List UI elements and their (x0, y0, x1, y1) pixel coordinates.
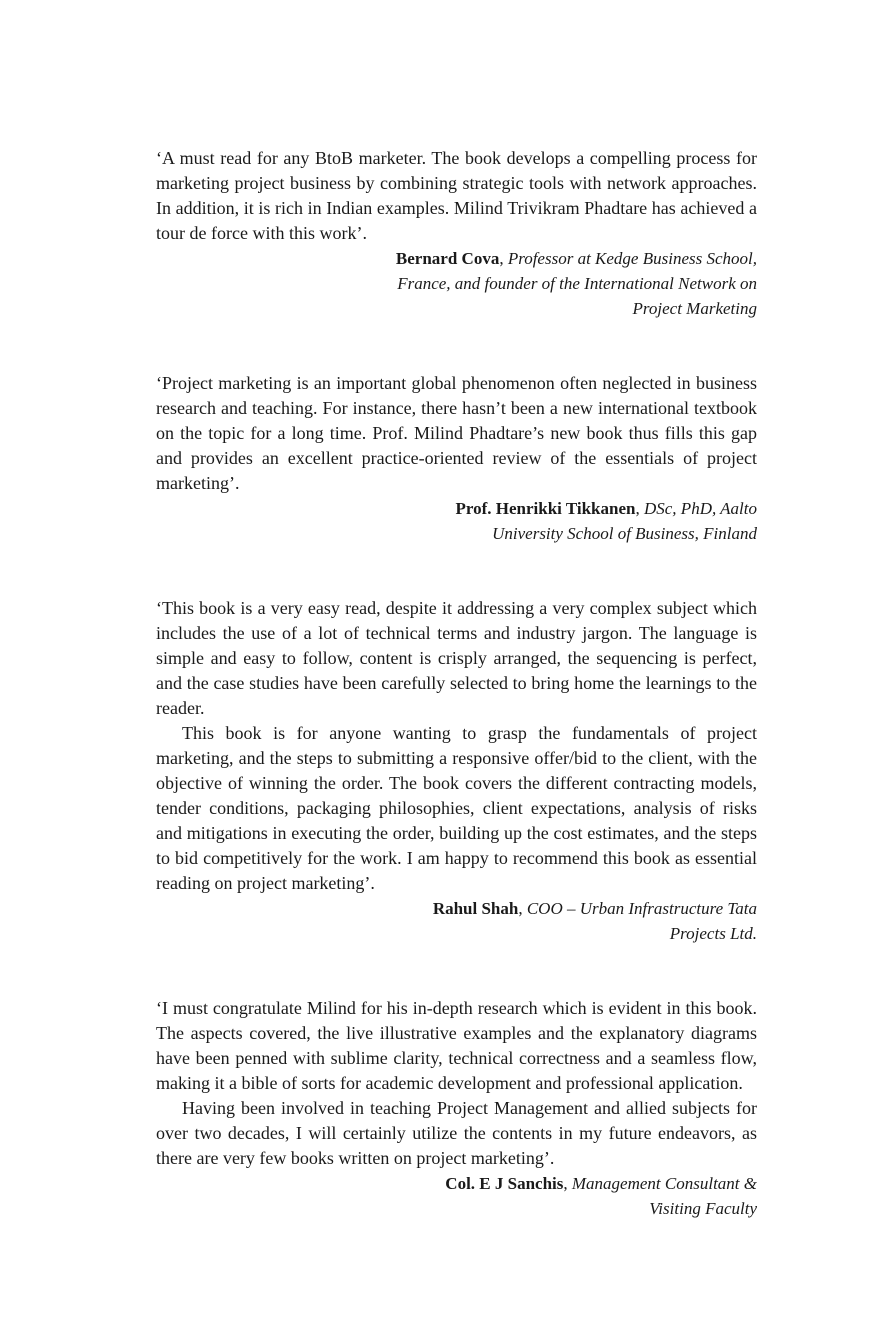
endorsement-attribution: Bernard Cova, Professor at Kedge Business School, France, and founder of the International Network on Project Marketing (156, 246, 757, 321)
endorsement-henrikki-tikkanen (156, 371, 757, 546)
endorsement-quote: ‘I must congratulate Milind for his in-depth research which is evident in this book. The aspects covered, the live illustrative examples and the explanatory diagrams have been penned with sublime clarity, technical correctness and a seamless flow, making it a bible of sorts for academic development and professional application. (156, 998, 757, 1093)
endorser-role-line: University School of Business, Finland (492, 524, 757, 543)
endorsement-quote-continued: This book is for anyone wanting to grasp the fundamentals of project marketing, and the steps to submitting a responsive offer/bid to the client, with the objective of winning the order. The book covers the different contracting models, tender conditions, packaging philosophies, client expectations, analysis of risks and mitigations in executing the order, building up the cost estimates, and the steps to bid competitively for the work. I am happy to recommend this book as essential reading on project marketing’. (156, 723, 757, 893)
endorser-role-line: DSc, PhD, Aalto (643, 499, 757, 518)
endorser-role-line: France, and founder of the International Network on (397, 274, 757, 293)
endorser-name: Bernard Cova (395, 249, 500, 268)
endorsement-quote: ‘This book is a very easy read, despite it addressing a very complex subject which includes the use of a lot of technical terms and industry jargon. The language is simple and easy to follow, content is crisply arranged, the sequencing is perfect, and the case studies have been carefully selected to bring home the learnings to the reader. (156, 598, 757, 718)
endorser-role-line: Visiting Faculty (649, 1199, 757, 1218)
endorser-role-line: COO – Urban Infrastructure Tata (526, 899, 757, 918)
endorser-role-line: Projects Ltd. (669, 924, 757, 943)
endorser-role-line: Professor at Kedge Business School, (507, 249, 757, 268)
endorsement-quote: ‘A must read for any BtoB marketer. The book develops a compelling process for marketing project business by combining strategic tools with network approaches. In addition, it is rich in Indian examples. Milind Trivikram Phadtare has achieved a tour de force with this work’. (156, 148, 757, 243)
endorsement-rahul-shah (156, 596, 757, 946)
endorser-name: Col. E J Sanchis (445, 1174, 564, 1193)
endorsement-attribution: Prof. Henrikki Tikkanen, DSc, PhD, Aalto University School of Business, Finland (156, 496, 757, 546)
endorser-name: Rahul Shah (432, 899, 519, 918)
endorsement-quote-continued: Having been involved in teaching Project Management and allied subjects for over two decades, I will certainly utilize the contents in my future endeavors, as there are very few books written on project marketing’. (156, 1098, 757, 1168)
endorsement-quote: ‘Project marketing is an important global phenomenon often neglected in business research and teaching. For instance, there hasn’t been a new international textbook on the topic for a long time. Prof. Milind Phadtare’s new book thus fills this gap and provides an excellent practice-oriented review of the essentials of project marketing’. (156, 373, 757, 493)
endorsement-attribution: Rahul Shah, COO – Urban Infrastructure Tata Projects Ltd. (156, 896, 757, 946)
endorsement-attribution: Col. E J Sanchis, Management Consultant & Visiting Faculty (156, 1171, 757, 1221)
endorser-role-line: Management Consultant & (571, 1174, 757, 1193)
endorsement-e-j-sanchis (156, 996, 757, 1221)
endorsement-bernard-cova (156, 146, 757, 321)
endorsements-page (156, 146, 757, 1221)
endorser-role-line: Project Marketing (632, 299, 757, 318)
endorser-name: Prof. Henrikki Tikkanen (455, 499, 636, 518)
